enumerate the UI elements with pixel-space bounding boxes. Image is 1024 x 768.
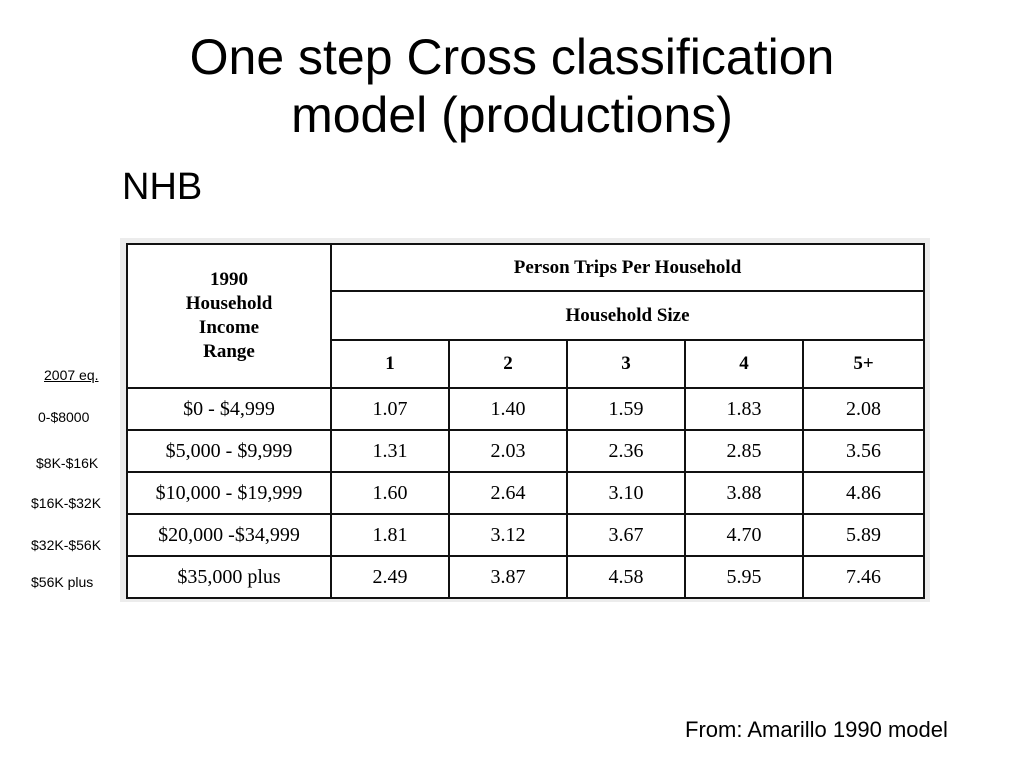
eq-label-row-3: $16K-$32K xyxy=(31,495,102,511)
corner-header-line-3: Income xyxy=(198,317,260,338)
trip-rate-cell: 4.70 xyxy=(685,514,803,556)
trip-rate-cell: 3.87 xyxy=(449,556,567,598)
table-row xyxy=(127,388,924,430)
trip-rate-cell: 1.40 xyxy=(449,388,567,430)
eq-label-row-5: $56K plus xyxy=(31,574,94,590)
trip-rate-cell: 1.83 xyxy=(685,388,803,430)
size-column-4: 4 xyxy=(685,340,803,388)
trip-rate-cell: 2.36 xyxy=(567,430,685,472)
eq-label-row-1: 0-$8000 xyxy=(38,409,90,425)
slide-title xyxy=(0,28,1024,144)
trip-rate-cell: 1.07 xyxy=(331,388,449,430)
trip-rate-cell: 2.03 xyxy=(449,430,567,472)
title-line-1: One step Cross classification xyxy=(189,29,835,85)
trip-rate-cell: 7.46 xyxy=(803,556,924,598)
size-column-3: 3 xyxy=(567,340,685,388)
corner-header-line-1: 1990 xyxy=(210,269,248,290)
slide-subtitle: NHB xyxy=(122,166,203,208)
trip-rate-cell: 3.88 xyxy=(685,472,803,514)
income-range-cell: $35,000 plus xyxy=(127,556,331,598)
income-range-cell: $10,000 - $19,999 xyxy=(127,472,331,514)
income-range-cell: $0 - $4,999 xyxy=(127,388,331,430)
trip-rate-cell: 2.08 xyxy=(803,388,924,430)
corner-header-line-2: Household xyxy=(185,293,273,314)
trip-rate-cell: 1.31 xyxy=(331,430,449,472)
income-range-cell: $5,000 - $9,999 xyxy=(127,430,331,472)
size-column-5plus: 5+ xyxy=(803,340,924,388)
trip-rate-cell: 2.85 xyxy=(685,430,803,472)
trip-rate-cell: 3.12 xyxy=(449,514,567,556)
person-trips-header: Person Trips Per Household xyxy=(331,244,924,291)
eq-label-row-4: $32K-$56K xyxy=(31,537,102,553)
trip-rate-cell: 5.89 xyxy=(803,514,924,556)
trip-rate-cell: 3.10 xyxy=(567,472,685,514)
trip-rate-cell: 3.67 xyxy=(567,514,685,556)
income-range-header xyxy=(127,244,331,388)
trip-rate-cell: 2.64 xyxy=(449,472,567,514)
trip-rate-cell: 1.81 xyxy=(331,514,449,556)
corner-header-line-4: Range xyxy=(203,341,255,362)
table-row xyxy=(127,556,924,598)
trip-rate-cell: 1.59 xyxy=(567,388,685,430)
size-column-1: 1 xyxy=(331,340,449,388)
table-row xyxy=(127,430,924,472)
title-line-2: model (productions) xyxy=(291,87,733,143)
trip-rate-cell: 1.60 xyxy=(331,472,449,514)
table-row xyxy=(127,472,924,514)
trip-rate-cell: 4.86 xyxy=(803,472,924,514)
source-citation: From: Amarillo 1990 model xyxy=(685,717,948,742)
size-column-2: 2 xyxy=(449,340,567,388)
trip-rate-table xyxy=(126,243,925,599)
trip-rate-cell: 4.58 xyxy=(567,556,685,598)
eq-header-label: 2007 eq. xyxy=(44,367,99,383)
table-row xyxy=(127,514,924,556)
table-header-row-1 xyxy=(127,244,924,291)
eq-label-row-2: $8K-$16K xyxy=(36,455,99,471)
household-size-header: Household Size xyxy=(331,291,924,340)
income-range-cell: $20,000 -$34,999 xyxy=(127,514,331,556)
trip-rate-cell: 2.49 xyxy=(331,556,449,598)
trip-rate-cell: 5.95 xyxy=(685,556,803,598)
trip-rate-cell: 3.56 xyxy=(803,430,924,472)
